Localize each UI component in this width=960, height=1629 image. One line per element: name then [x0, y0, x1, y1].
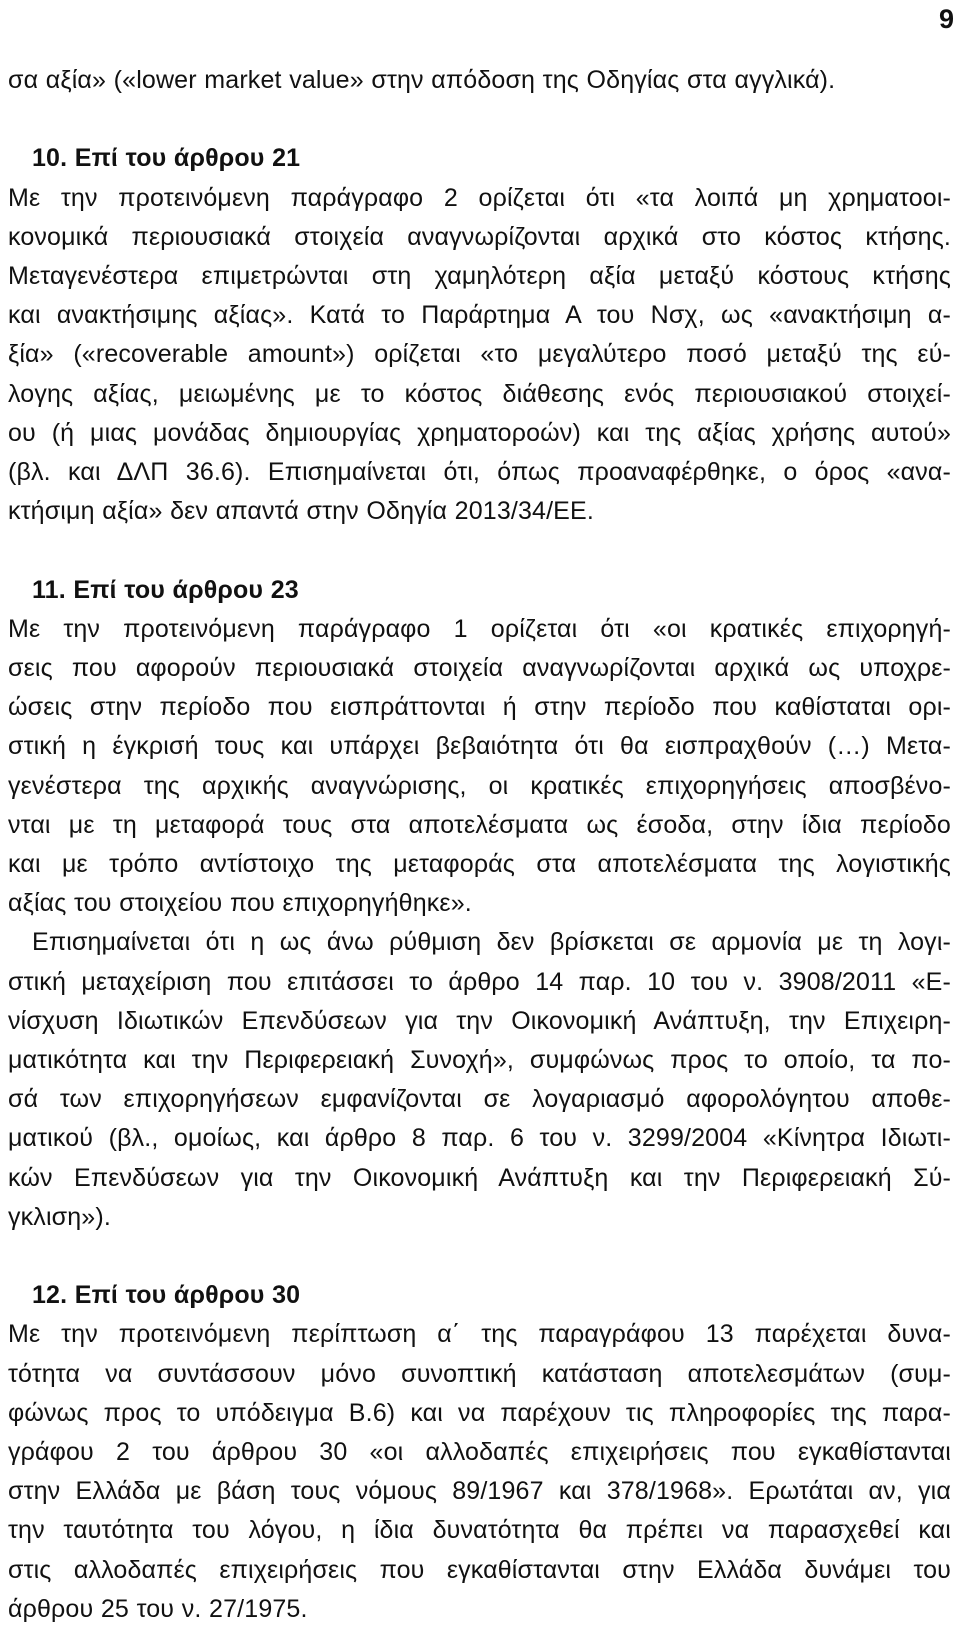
- paragraph-line: την ταυτότητα του λόγου, η ίδια δυνατότητα θα πρέπει να παρασχεθεί και: [8, 1516, 951, 1545]
- paragraph-line: άρθρου 25 του ν. 27/1975.: [8, 1594, 308, 1623]
- paragraph-line: γκλιση»).: [8, 1202, 111, 1231]
- paragraph-line: κονομικά περιουσιακά στοιχεία αναγνωρίζονται αρχικά στο κόστος κτήσης.: [8, 222, 951, 251]
- paragraph-line: γενέστερα της αρχικής αναγνώρισης, οι κρατικές επιχορηγήσεις αποσβένο-: [8, 771, 951, 800]
- paragraph-line: στις αλλοδαπές επιχειρήσεις που εγκαθίστανται στην Ελλάδα δυνάμει του: [8, 1555, 951, 1584]
- paragraph-line: νίσχυση Ιδιωτικών Επενδύσεων για την Οικονομική Ανάπτυξη, την Επιχειρη-: [8, 1006, 951, 1035]
- paragraph-line: και με τρόπο αντίστοιχο της μεταφοράς στα αποτελέσματα της λογιστικής: [8, 850, 951, 879]
- section-heading-article-21: 10. Επί του άρθρου 21: [32, 144, 301, 173]
- paragraph-line: κών Επενδύσεων για την Οικονομική Ανάπτυξη και την Περιφερειακή Σύ-: [8, 1163, 951, 1192]
- paragraph-line: ου (ή μιας μονάδας δημιουργίας χρηματοροών) και της αξίας χρήσης αυτού»: [8, 418, 951, 447]
- paragraph-line: ξία» («recoverable amount») ορίζεται «το μεγαλύτερο ποσό μεταξύ της εύ-: [8, 340, 951, 369]
- paragraph-line: στική μεταχείριση που επιτάσσει το άρθρο 14 παρ. 10 του ν. 3908/2011 «Ε-: [8, 967, 951, 996]
- paragraph-line: και ανακτήσιμης αξίας». Κατά το Παράρτημα Α του Νσχ, ως «ανακτήσιμη α-: [8, 301, 951, 330]
- paragraph-line: νται με τη μεταφορά τους στα αποτελέσματα ως έσοδα, στην ίδια περίοδο: [8, 810, 951, 839]
- paragraph-line: Με την προτεινόμενη παράγραφο 2 ορίζεται ότι «τα λοιπά μη χρηματοοι-: [8, 183, 951, 212]
- paragraph-line: στική η έγκρισή τους και υπάρχει βεβαιότητα ότι θα εισπραχθούν (…) Μετα-: [8, 732, 951, 761]
- paragraph-line: λογης αξίας, μειωμένης με το κόστος διάθεσης ενός περιουσιακού στοιχεί-: [8, 379, 951, 408]
- paragraph-line: στην Ελλάδα με βάση τους νόμους 89/1967 και 378/1968». Ερωτάται αν, για: [8, 1477, 951, 1506]
- section-heading-article-23: 11. Επί του άρθρου 23: [32, 575, 299, 604]
- paragraph-line: αξίας του στοιχείου που επιχορηγήθηκε».: [8, 889, 472, 918]
- paragraph-line: ματικότητα και την Περιφερειακή Συνοχή», συμφώνως προς το οποίο, τα πο-: [8, 1046, 951, 1075]
- paragraph-line: σά των επιχορηγήσεων εμφανίζονται σε λογαριασμό αφορολόγητου αποθε-: [8, 1085, 951, 1114]
- paragraph-line: ματικού (βλ., ομοίως, και άρθρο 8 παρ. 6 του ν. 3299/2004 «Κίνητρα Ιδιωτι-: [8, 1124, 951, 1153]
- paragraph-line: ώσεις στην περίοδο που εισπράττονται ή στην περίοδο που καθίσταται ορι-: [8, 693, 951, 722]
- paragraph-line: Επισημαίνεται ότι η ως άνω ρύθμιση δεν βρίσκεται σε αρμονία με τη λογι-: [32, 928, 951, 957]
- paragraph-line: Με την προτεινόμενη περίπτωση α΄ της παραγράφου 13 παρέχεται δυνα-: [8, 1320, 951, 1349]
- page-number: 9: [938, 4, 954, 34]
- paragraph-line: κτήσιμη αξία» δεν απαντά στην Οδηγία 2013/34/ΕΕ.: [8, 497, 594, 526]
- paragraph-line: τότητα να συντάσσουν μόνο συνοπτική κατάσταση αποτελεσμάτων (συμ-: [8, 1359, 951, 1388]
- paragraph-line: Μεταγενέστερα επιμετρώνται στη χαμηλότερη αξία μεταξύ κόστους κτήσης: [8, 262, 951, 290]
- section-heading-article-30: 12. Επί του άρθρου 30: [32, 1281, 301, 1310]
- paragraph-line: Με την προτεινόμενη παράγραφο 1 ορίζεται ότι «οι κρατικές επιχορηγή-: [8, 614, 951, 643]
- paragraph-line: σεις που αφορούν περιουσιακά στοιχεία αναγνωρίζονται αρχικά ως υποχρε-: [8, 654, 951, 683]
- paragraph-line: (βλ. και ΔΛΠ 36.6). Επισημαίνεται ότι, όπως προαναφέρθηκε, ο όρος «ανα-: [8, 458, 951, 487]
- paragraph-line: φώνως προς το υπόδειγμα Β.6) και να παρέχουν τις πληροφορίες της παρα-: [8, 1398, 951, 1427]
- document-body: [8, 61, 951, 1629]
- paragraph-line: γράφου 2 του άρθρου 30 «οι αλλοδαπές επιχειρήσεις που εγκαθίστανται: [8, 1438, 951, 1467]
- paragraph-line: σα αξία» («lower market value» στην απόδοση της Οδηγίας στα αγγλικά).: [8, 66, 836, 94]
